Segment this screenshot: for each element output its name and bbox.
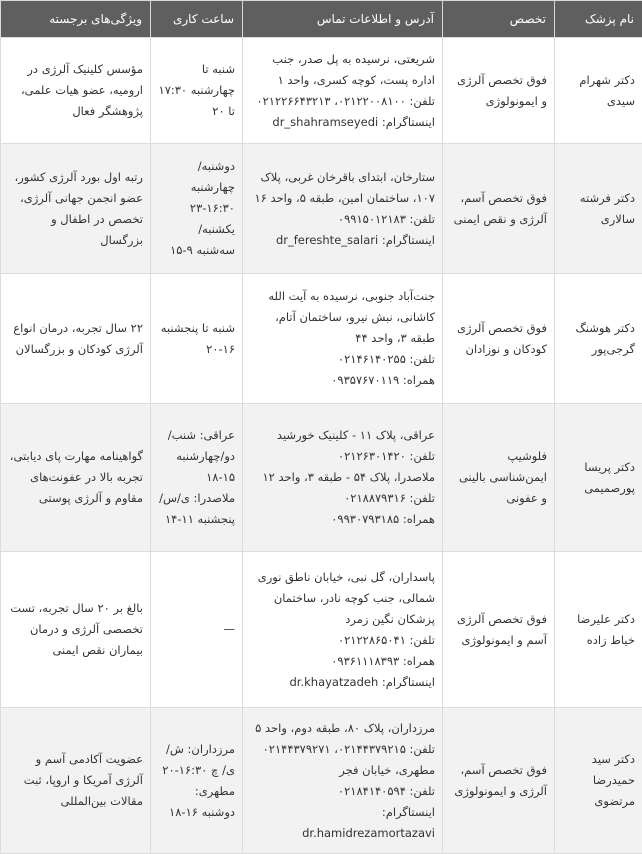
doctor-name: دکتر پریسا پورصمیمی xyxy=(555,404,642,552)
address-line: عراقی، پلاک ۱۱ - کلینیک خورشید xyxy=(250,425,435,446)
doctor-hours xyxy=(151,552,243,708)
instagram-line: اینستاگرام: dr_fereshte_salari xyxy=(250,230,435,251)
instagram-line: اینستاگرام: dr.khayatzadeh xyxy=(250,672,435,693)
address-line: مرزداران، پلاک ۸۰، طبقه دوم، واحد ۵ xyxy=(250,718,435,739)
table-row xyxy=(1,144,642,274)
doctor-address xyxy=(243,144,443,274)
doctor-specialty: فوق تخصص آلرژی و ایمونولوژی xyxy=(443,38,555,144)
header-hours: ساعت کاری xyxy=(151,1,243,38)
header-specialty: تخصص xyxy=(443,1,555,38)
doctor-hours xyxy=(151,38,243,144)
doctor-address xyxy=(243,274,443,404)
doctor-address xyxy=(243,404,443,552)
doctor-specialty: فوق تخصص آسم، آلرژی و نقص ایمنی xyxy=(443,144,555,274)
hours-line: عراقی: شنب/ دو/چهارشنبه ۱۵-۱۸ xyxy=(158,425,235,488)
table-row xyxy=(1,404,642,552)
doctor-address xyxy=(243,708,443,854)
doctor-address xyxy=(243,38,443,144)
doctor-specialty: فوق تخصص آلرژی کودکان و نوزادان xyxy=(443,274,555,404)
doctor-hours xyxy=(151,404,243,552)
doctor-hours xyxy=(151,708,243,854)
doctor-name: دکتر هوشنگ گرجی‌پور xyxy=(555,274,642,404)
table-row xyxy=(1,274,642,404)
doctor-features: رتبه اول بورد آلرژی کشور، عضو انجمن جهانی آلرژی، تخصص در اطفال و بزرگسال xyxy=(1,144,151,274)
header-address: آدرس و اطلاعات تماس xyxy=(243,1,443,38)
hours-line: شنبه تا چهارشنبه ۱۷:۳۰ تا ۲۰ xyxy=(158,59,235,122)
phone-line: تلفن: ۰۲۱۸۴۱۴۰۵۹۴ xyxy=(250,781,435,802)
mobile-line: همراه: ۰۹۹۳۰۷۹۳۱۸۵ xyxy=(250,509,435,530)
header-name: نام پزشک xyxy=(555,1,642,38)
address-line: مطهری، خیابان فجر xyxy=(250,760,435,781)
mobile-line: همراه: ۰۹۳۵۷۶۷۰۱۱۹ xyxy=(250,370,435,391)
doctor-address xyxy=(243,552,443,708)
phone-line: تلفن: ۰۲۱۲۲۸۶۵۰۴۱ xyxy=(250,630,435,651)
table-row xyxy=(1,552,642,708)
hours-line: شنبه تا پنجشنبه ۱۶-۲۰ xyxy=(158,318,235,360)
doctor-hours xyxy=(151,274,243,404)
doctor-specialty: فوق تخصص آسم، آلرژی و ایمونولوژی xyxy=(443,708,555,854)
doctor-name: دکتر فرشته سالاری xyxy=(555,144,642,274)
hours-line: — xyxy=(158,619,235,640)
phone-line: تلفن: ۰۲۱۴۶۱۴۰۲۵۵ xyxy=(250,349,435,370)
doctor-specialty: فوق تخصص آلرژی آسم و ایمونولوژی xyxy=(443,552,555,708)
table-header-row xyxy=(1,1,642,38)
doctor-features: عضویت آکادمی آسم و آلرژی آمریکا و اروپا، ثبت مقالات بین‌المللی xyxy=(1,708,151,854)
hours-line: دوشنبه/ چهارشنبه ۱۶:۳۰-۲۳ xyxy=(158,156,235,219)
address-line: جنت‌آباد جنوبی، نرسیده به آیت الله کاشانی، نبش نیرو، ساختمان آتام، طبقه ۳، واحد ۴۴ xyxy=(250,286,435,349)
hours-line: ملاصدرا: ی/س/ پنجشنبه ۱۱-۱۴ xyxy=(158,488,235,530)
phone-line: تلفن: ۰۲۱۲۲۰۰۸۱۰۰، ۰۲۱۲۲۶۶۴۳۲۱۳ xyxy=(250,91,435,112)
doctor-name: دکتر علیرضا خیاط زاده xyxy=(555,552,642,708)
phone-line: تلفن: ۰۲۱۴۴۳۷۹۲۱۵، ۰۲۱۴۴۳۷۹۲۷۱ xyxy=(250,739,435,760)
instagram-line: اینستاگرام: dr.hamidrezamortazavi xyxy=(250,802,435,844)
doctor-features: ۲۲ سال تجربه، درمان انواع آلرژی کودکان و بزرگسالان xyxy=(1,274,151,404)
doctor-features: گواهینامه مهارت پای دیابتی، تجربه بالا در عفونت‌های مقاوم و آلرژی پوستی xyxy=(1,404,151,552)
hours-line: یکشنبه/ سه‌شنبه ۹-۱۵ xyxy=(158,219,235,261)
header-features: ویژگی‌های برجسته xyxy=(1,1,151,38)
doctor-name: دکتر سید حمیدرضا مرتضوی xyxy=(555,708,642,854)
doctor-hours xyxy=(151,144,243,274)
address-line: شریعتی، نرسیده به پل صدر، جنب اداره پست، کوچه کسری، واحد ۱ xyxy=(250,49,435,91)
hours-line: مطهری: دوشنبه ۱۶-۱۸ xyxy=(158,781,235,823)
address-line: پاسداران، گل نبی، خیابان ناطق نوری شمالی، جنب کوچه نادر، ساختمان پزشکان نگین زمرد xyxy=(250,567,435,630)
table-row xyxy=(1,38,642,144)
address-line: ستارخان، ابتدای باقرخان غربی، پلاک ۱۰۷، ساختمان امین، طبقه ۵، واحد ۱۶ xyxy=(250,167,435,209)
table-row xyxy=(1,708,642,854)
doctor-name: دکتر شهرام سیدی xyxy=(555,38,642,144)
doctor-specialty: فلوشیپ ایمن‌شناسی بالینی و عفونی xyxy=(443,404,555,552)
mobile-line: همراه: ۰۹۳۶۱۱۱۸۳۹۳ xyxy=(250,651,435,672)
doctor-features: مؤسس کلینیک آلرژی در ارومیه، عضو هیات علمی، پژوهشگر فعال xyxy=(1,38,151,144)
phone-line: تلفن: ۰۹۹۱۵۰۱۲۱۸۳ xyxy=(250,209,435,230)
address-line: ملاصدرا، پلاک ۵۴ - طبقه ۳، واحد ۱۲ xyxy=(250,467,435,488)
instagram-line: اینستاگرام: dr_shahramseyedi xyxy=(250,112,435,133)
hours-line: مرزداران: ش/ی/ چ ۱۶:۳۰-۲۰ xyxy=(158,739,235,781)
phone-line: تلفن: ۰۲۱۲۶۳۰۱۴۲۰ xyxy=(250,446,435,467)
doctor-features: بالغ بر ۲۰ سال تجربه، تست تخصصی آلرژی و درمان بیماران نقص ایمنی xyxy=(1,552,151,708)
phone-line: تلفن: ۰۲۱۸۸۷۹۳۱۶ xyxy=(250,488,435,509)
